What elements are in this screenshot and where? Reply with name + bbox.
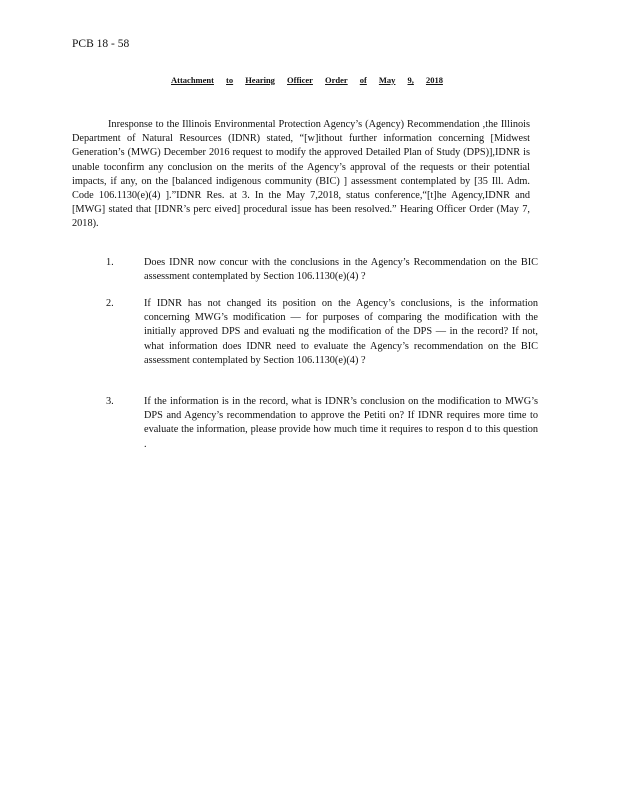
- heading-word: of: [359, 75, 367, 85]
- question-text: If IDNR has not changed its position on the Agency’s conclusions, is the information concerning MWG’s modification — for purposes of comparing the modification with the initially approved DPS and evaluati ng the modification of the DPS — in the record? If not, what information does IDNR need to evaluate the Agency’s recommendation on the BIC assessment contemplated by Section 106.1130(e)(4) ?: [144, 298, 538, 366]
- heading-word: May: [378, 75, 396, 85]
- heading-word: Attachment: [171, 75, 214, 85]
- heading-word: 2018: [425, 75, 443, 85]
- attachment-heading: [171, 75, 443, 85]
- question-text: If the information is in the record, what is IDNR’s conclusion on the modification to MWG’s DPS and Agency’s recommendation to approve the Petiti on? If IDNR requires more time to evaluate the information, please provide how much time it requires to respon d to this question .: [144, 396, 538, 450]
- question-item: [106, 297, 538, 368]
- question-item: [106, 395, 538, 452]
- heading-word: to: [226, 75, 234, 85]
- intro-paragraph: Inresponse to the Illinois Environmental Protection Agency’s (Agency) Recommendation ,the Illinois Department of Natural Resources (IDNR) stated, “[w]ithout further information concerning [Midwest Generation’s (MWG) December 2016 request to modify the approved Detailed Plan of Study (DPS)],IDNR is unable toconfirm any conclusion on the merits of the Agency’s approval of the requests or their potential impacts, if any, on the [balanced indigenous community (BIC) ] assessment contemplated by [35 Ill. Adm. Code 106.1130(e)(4) ].”IDNR Res. at 3. In the May 7,2018, status conference,“[t]he Agency,IDNR and [MWG] stated that [IDNR’s perc eived] procedural issue has been resolved.” Hearing Officer Order (May 7, 2018).: [72, 119, 530, 230]
- question-text: Does IDNR now concur with the conclusions in the Agency’s Recommendation on the BIC assessment contemplated by Section 106.1130(e)(4) ?: [144, 257, 538, 283]
- docket-number: PCB 18 - 58: [72, 38, 130, 50]
- question-item: [106, 256, 538, 284]
- heading-word: Hearing: [245, 75, 275, 85]
- question-number: 2.: [106, 298, 114, 309]
- question-number: 1.: [106, 257, 114, 268]
- heading-word: Order: [325, 75, 348, 85]
- question-number: 3.: [106, 396, 114, 407]
- heading-word: 9,: [407, 75, 414, 85]
- heading-word: Officer: [287, 75, 313, 85]
